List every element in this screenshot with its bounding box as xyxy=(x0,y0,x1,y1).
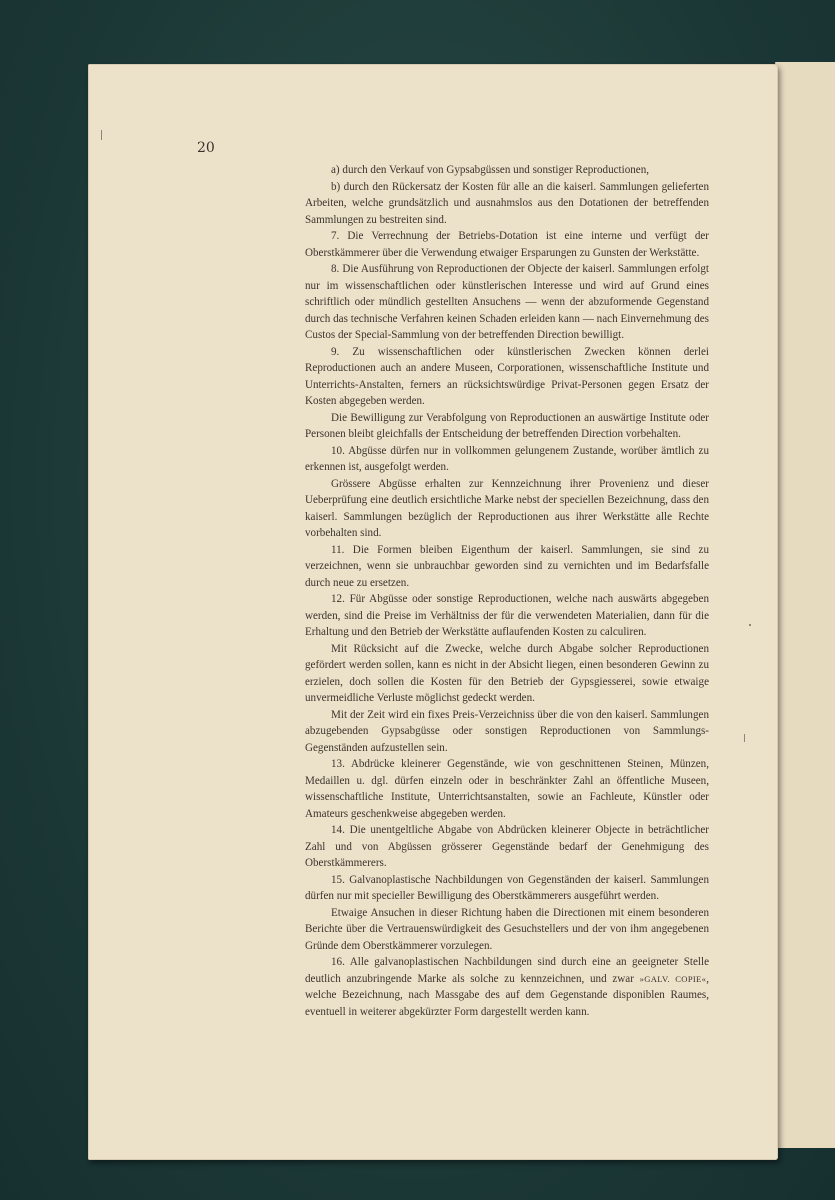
paragraph: 10. Abgüsse dürfen nur in vollkommen gelungenem Zustande, worüber ämtlich zu erkennen ist, ausgefolgt werden. xyxy=(305,444,709,473)
galv-copie-mark: »GALV. COPIE« xyxy=(639,973,707,984)
paragraph: 11. Die Formen bleiben Eigenthum der kaiserl. Sammlungen, sie sind zu verzeichnen, wenn sie unbrauchbar geworden sind zu vernichten und im Bedarfsfalle durch neue zu ersetzen. xyxy=(305,543,709,589)
paragraph: Die Bewilligung zur Verabfolgung von Reproductionen an auswärtige Institute oder Personen bleibt gleichfalls der Entscheidung der betreffenden Direction vorbehalten. xyxy=(305,411,709,440)
paragraph: Mit der Zeit wird ein fixes Preis-Verzeichniss über die von den kaiserl. Sammlungen abzugebenden Gypsabgüsse oder sonstigen Reproductionen von Sammlungs-Gegenständen aufzustellen sein. xyxy=(305,708,709,754)
paragraph-text: 16. Alle galvanoplastischen Nachbildungen sind durch eine an geeigneter Stelle deutlich anzubringende Marke als solche zu kennzeichnen, und zwar xyxy=(305,956,709,985)
paragraph: b) durch den Rückersatz der Kosten für alle an die kaiserl. Sammlungen gelieferten Arbeiten, welche grundsätzlich und ausnahmslos aus den Dotationen der betreffenden Sammlungen zu bestreiten sind. xyxy=(305,180,709,226)
paragraph: Mit Rücksicht auf die Zwecke, welche durch Abgabe solcher Reproductionen gefördert werden sollen, kann es nicht in der Absicht liegen, einen besonderen Gewinn zu erzielen, doch sollen die Kosten für den Betrieb der Gypsgiesserei, sowie etwaige unvermeidliche Verluste möglichst gedeckt werden. xyxy=(305,642,709,704)
page-number: 20 xyxy=(197,140,215,156)
body-text xyxy=(305,162,709,1020)
adjacent-page-edge xyxy=(776,62,835,1148)
paragraph: a) durch den Verkauf von Gypsabgüssen und sonstiger Reproductionen, xyxy=(331,164,650,176)
paragraph: Etwaige Ansuchen in dieser Richtung haben die Directionen mit einem besonderen Berichte über die Vertrauenswürdigkeit des Gesuchstellers und der von ihm angegebenen Gründe dem Oberstkämmerer vorzulegen. xyxy=(305,906,709,952)
paragraph: 8. Die Ausführung von Reproductionen der Objecte der kaiserl. Sammlungen erfolgt nur im wissenschaftlichen oder künstlerischen Interesse und wird auf Grund eines schriftlich oder mündlich gestellten Ansuchens — wenn der abzuformende Gegenstand durch das technische Verfahren keinen Schaden erleiden kann — nach Einvernehmung des Custos der Special-Sammlung von der betreffenden Direction bewilligt. xyxy=(305,263,709,341)
paragraph: Grössere Abgüsse erhalten zur Kennzeichnung ihrer Provenienz und dieser Ueberprüfung eine deutlich ersichtliche Marke nebst der speciellen Bezeichnung, dass den kaiserl. Sammlungen bezüglich der Reproductionen aus ihrer Werkstätte alle Rechte vorbehalten sind. xyxy=(305,477,709,539)
margin-mark xyxy=(101,130,102,140)
paragraph: 14. Die unentgeltliche Abgabe von Abdrücken kleinerer Objecte in beträchtlicher Zahl und von Abgüssen grösserer Gegenstände bedarf der Genehmigung des Oberstkämmerers. xyxy=(305,824,709,869)
margin-mark xyxy=(744,734,745,742)
paragraph: 9. Zu wissenschaftlichen oder künstlerischen Zwecken können derlei Reproductionen auch an andere Museen, Corporationen, wissenschaftliche Institute und Unterrichts-Anstalten, ferners an rücksichtswürdige Privat-Personen gegen Ersatz der Kosten abgegeben werden. xyxy=(305,345,709,407)
margin-mark xyxy=(749,624,751,626)
paragraph: 7. Die Verrechnung der Betriebs-Dotation ist eine interne und verfügt der Oberstkämmerer über die Verwendung etwaiger Ersparungen zu Gunsten der Werkstätte. xyxy=(305,230,709,259)
paragraph: 13. Abdrücke kleinerer Gegenstände, wie von geschnittenen Steinen, Münzen, Medaillen u. dgl. dürfen einzeln oder in beschränkter Zahl an öffentliche Museen, wissenschaftliche Institute, Unterrichtsanstalten, sowie an Fachleute, Künstler oder Amateurs geschenkweise abgegeben werden. xyxy=(305,758,709,820)
paragraph: 15. Galvanoplastische Nachbildungen von Gegenständen der kaiserl. Sammlungen dürfen nur mit specieller Bewilligung des Oberstkämmerers ausgeführt werden. xyxy=(305,873,709,902)
paragraph xyxy=(305,954,709,1020)
paragraph: 12. Für Abgüsse oder sonstige Reproductionen, welche nach auswärts abgegeben werden, sind die Preise im Verhältniss der für die verwendeten Materialien, dann für die Erhaltung und den Betrieb der Werkstätte auflaufenden Kosten zu calculiren. xyxy=(305,593,709,638)
paragraph-text: , welche Bezeichnung, nach Massgabe des auf dem Gegenstande disponiblen Raumes, eventuell in weiterer abgekürzter Form dargestellt werden kann. xyxy=(305,972,709,1018)
